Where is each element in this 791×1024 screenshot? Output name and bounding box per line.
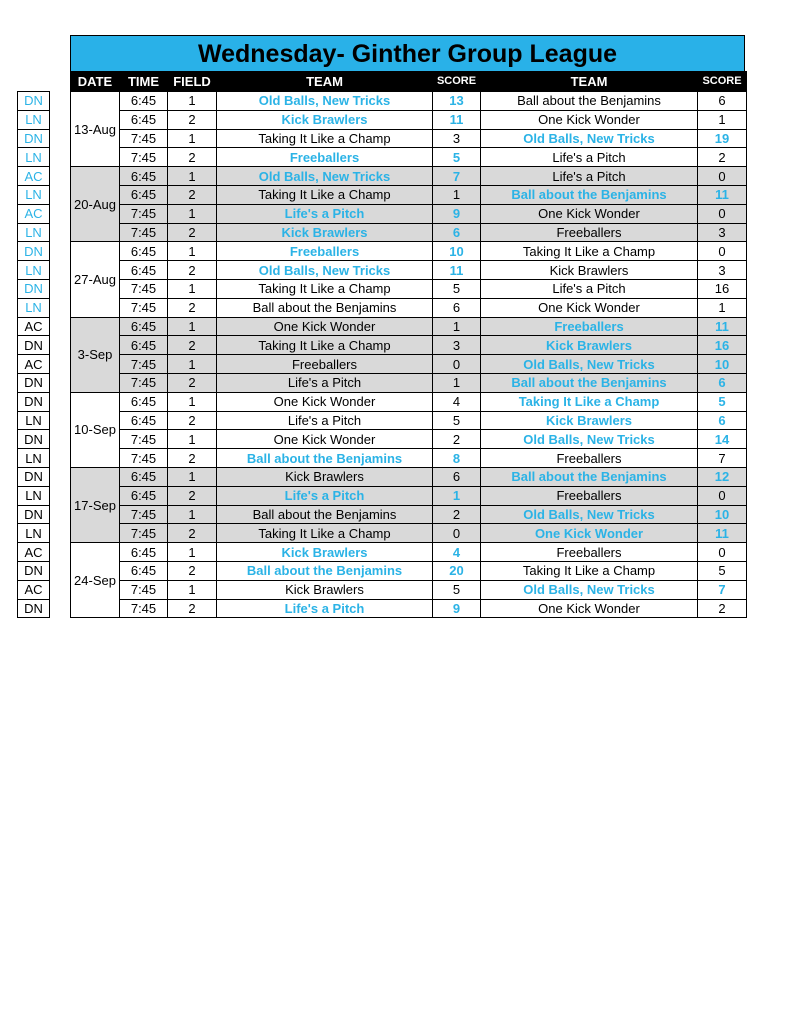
team-2-score: 5 [698,561,747,580]
game-row [71,298,747,317]
team-2-score: 11 [698,317,747,336]
team-1-score: 0 [433,524,481,543]
team-2-score: 0 [698,543,747,562]
team-1-score: 1 [433,486,481,505]
game-row [71,110,747,129]
game-time: 6:45 [120,261,168,280]
team-2-score: 1 [698,110,747,129]
game-field: 2 [168,185,217,204]
game-row [71,430,747,449]
team-1-name: Taking It Like a Champ [217,279,433,298]
side-code-cell: DN [18,242,50,261]
team-2-score: 7 [698,449,747,468]
team-1-name: Kick Brawlers [217,467,433,486]
game-time: 6:45 [120,110,168,129]
team-1-score: 2 [433,430,481,449]
header-field: FIELD [168,72,217,92]
schedule-table [70,71,747,618]
game-field: 2 [168,298,217,317]
game-field: 2 [168,110,217,129]
game-time: 7:45 [120,505,168,524]
team-1-name: Ball about the Benjamins [217,561,433,580]
side-code-cell: DN [18,92,50,111]
team-1-name: Freeballers [217,355,433,374]
team-1-score: 3 [433,129,481,148]
team-2-name: Kick Brawlers [481,336,698,355]
game-time: 6:45 [120,486,168,505]
page-title: Wednesday- Ginther Group League [70,35,745,71]
side-code-cell: AC [18,355,50,374]
team-2-name: Ball about the Benjamins [481,92,698,111]
game-time: 6:45 [120,336,168,355]
side-code-cell: DN [18,336,50,355]
side-code-cell: DN [18,392,50,411]
team-1-score: 5 [433,279,481,298]
team-2-score: 0 [698,242,747,261]
game-field: 2 [168,599,217,618]
game-field: 1 [168,467,217,486]
week-date: 13-Aug [71,92,120,167]
team-1-score: 9 [433,599,481,618]
game-field: 1 [168,129,217,148]
team-1-score: 13 [433,92,481,111]
side-code-cell: DN [18,129,50,148]
game-time: 7:45 [120,204,168,223]
game-field: 1 [168,167,217,186]
team-2-name: Old Balls, New Tricks [481,430,698,449]
game-field: 1 [168,92,217,111]
team-2-score: 5 [698,392,747,411]
week-date: 20-Aug [71,167,120,242]
team-2-name: Freeballers [481,543,698,562]
header-score-2: SCORE [698,72,747,92]
team-1-score: 5 [433,580,481,599]
team-1-name: One Kick Wonder [217,430,433,449]
side-code-cell: DN [18,467,50,486]
team-2-name: Old Balls, New Tricks [481,580,698,599]
game-time: 7:45 [120,148,168,167]
team-1-name: Kick Brawlers [217,110,433,129]
game-field: 1 [168,580,217,599]
game-row [71,524,747,543]
team-2-name: Taking It Like a Champ [481,392,698,411]
team-2-score: 0 [698,204,747,223]
game-time: 6:45 [120,467,168,486]
game-time: 7:45 [120,129,168,148]
game-time: 6:45 [120,543,168,562]
week-date: 27-Aug [71,242,120,317]
game-field: 2 [168,561,217,580]
side-code-cell: LN [18,261,50,280]
game-field: 1 [168,355,217,374]
game-time: 7:45 [120,223,168,242]
game-row [71,148,747,167]
team-2-name: One Kick Wonder [481,298,698,317]
game-time: 7:45 [120,449,168,468]
game-row [71,129,747,148]
game-row [71,486,747,505]
team-2-score: 6 [698,373,747,392]
team-2-score: 1 [698,298,747,317]
team-2-score: 14 [698,430,747,449]
team-2-score: 2 [698,148,747,167]
team-1-name: Life's a Pitch [217,486,433,505]
side-code-cell: DN [18,599,50,618]
game-field: 1 [168,317,217,336]
team-1-score: 10 [433,242,481,261]
game-row [71,392,747,411]
team-1-score: 6 [433,223,481,242]
game-field: 2 [168,148,217,167]
game-time: 6:45 [120,561,168,580]
team-2-name: One Kick Wonder [481,110,698,129]
side-code-cell: LN [18,110,50,129]
side-code-cell: AC [18,204,50,223]
game-row [71,467,747,486]
team-2-score: 0 [698,167,747,186]
team-2-name: One Kick Wonder [481,599,698,618]
side-code-cell: DN [18,430,50,449]
team-2-name: Old Balls, New Tricks [481,129,698,148]
team-1-name: Kick Brawlers [217,580,433,599]
week-date: 17-Sep [71,467,120,542]
team-1-score: 1 [433,185,481,204]
header-score-1: SCORE [433,72,481,92]
team-2-name: Life's a Pitch [481,148,698,167]
game-row [71,355,747,374]
team-1-name: Life's a Pitch [217,373,433,392]
team-2-name: Taking It Like a Champ [481,561,698,580]
team-1-name: Freeballers [217,148,433,167]
team-1-score: 5 [433,411,481,430]
game-time: 7:45 [120,279,168,298]
game-field: 2 [168,449,217,468]
team-1-name: Old Balls, New Tricks [217,92,433,111]
team-2-score: 7 [698,580,747,599]
side-code-cell: LN [18,486,50,505]
team-1-score: 2 [433,505,481,524]
game-time: 6:45 [120,92,168,111]
team-1-name: One Kick Wonder [217,392,433,411]
side-code-cell: DN [18,505,50,524]
game-field: 2 [168,373,217,392]
game-row [71,223,747,242]
game-row [71,185,747,204]
team-2-score: 11 [698,524,747,543]
game-row [71,543,747,562]
team-2-name: Freeballers [481,449,698,468]
team-1-score: 4 [433,543,481,562]
team-1-name: Taking It Like a Champ [217,336,433,355]
header-date: DATE [71,72,120,92]
side-code-cell: AC [18,317,50,336]
game-time: 7:45 [120,430,168,449]
game-time: 6:45 [120,167,168,186]
side-code-cell: LN [18,298,50,317]
team-1-name: Ball about the Benjamins [217,298,433,317]
game-time: 6:45 [120,392,168,411]
team-1-name: Freeballers [217,242,433,261]
team-2-name: One Kick Wonder [481,524,698,543]
team-2-name: Kick Brawlers [481,411,698,430]
team-2-score: 16 [698,336,747,355]
team-1-name: Life's a Pitch [217,411,433,430]
team-2-name: Ball about the Benjamins [481,467,698,486]
side-code-cell: LN [18,185,50,204]
game-row [71,580,747,599]
game-field: 2 [168,524,217,543]
team-1-score: 20 [433,561,481,580]
team-2-name: Life's a Pitch [481,167,698,186]
game-field: 1 [168,430,217,449]
side-code-cell: AC [18,167,50,186]
game-row [71,449,747,468]
game-row [71,505,747,524]
side-code-cell: DN [18,561,50,580]
game-time: 7:45 [120,355,168,374]
side-code-cell: DN [18,279,50,298]
game-field: 1 [168,392,217,411]
team-2-score: 6 [698,411,747,430]
team-1-name: Kick Brawlers [217,543,433,562]
game-row [71,261,747,280]
week-date: 3-Sep [71,317,120,392]
team-1-score: 4 [433,392,481,411]
game-field: 1 [168,279,217,298]
header-team-2: TEAM [481,72,698,92]
game-time: 7:45 [120,373,168,392]
game-row [71,561,747,580]
game-field: 2 [168,411,217,430]
game-row [71,279,747,298]
game-field: 1 [168,505,217,524]
team-2-score: 10 [698,355,747,374]
team-1-score: 6 [433,298,481,317]
team-2-score: 11 [698,185,747,204]
team-1-name: Taking It Like a Champ [217,129,433,148]
team-2-score: 12 [698,467,747,486]
header-time: TIME [120,72,168,92]
game-time: 7:45 [120,580,168,599]
side-code-cell: LN [18,148,50,167]
game-time: 6:45 [120,411,168,430]
team-2-score: 16 [698,279,747,298]
game-field: 1 [168,204,217,223]
team-2-name: Freeballers [481,486,698,505]
game-time: 6:45 [120,242,168,261]
team-2-name: Kick Brawlers [481,261,698,280]
team-1-name: Ball about the Benjamins [217,449,433,468]
side-code-column [17,91,50,618]
team-1-name: Life's a Pitch [217,204,433,223]
game-row [71,336,747,355]
team-1-score: 6 [433,467,481,486]
team-2-score: 0 [698,486,747,505]
game-row [71,204,747,223]
team-1-score: 11 [433,261,481,280]
team-1-score: 0 [433,355,481,374]
week-date: 10-Sep [71,392,120,467]
game-field: 1 [168,543,217,562]
game-field: 1 [168,242,217,261]
team-1-name: Taking It Like a Champ [217,185,433,204]
game-field: 2 [168,223,217,242]
team-2-name: Freeballers [481,223,698,242]
game-row [71,242,747,261]
game-row [71,373,747,392]
game-row [71,167,747,186]
game-row [71,599,747,618]
team-2-score: 2 [698,599,747,618]
game-field: 2 [168,336,217,355]
side-code-cell: DN [18,373,50,392]
game-time: 6:45 [120,317,168,336]
side-code-cell: LN [18,411,50,430]
header-team-1: TEAM [217,72,433,92]
team-1-name: Old Balls, New Tricks [217,167,433,186]
team-2-name: Taking It Like a Champ [481,242,698,261]
team-1-name: Life's a Pitch [217,599,433,618]
team-1-name: Taking It Like a Champ [217,524,433,543]
team-1-score: 1 [433,317,481,336]
team-2-score: 3 [698,261,747,280]
team-1-score: 11 [433,110,481,129]
game-field: 2 [168,261,217,280]
game-time: 7:45 [120,524,168,543]
team-2-name: Ball about the Benjamins [481,185,698,204]
side-code-cell: AC [18,580,50,599]
side-code-cell: AC [18,543,50,562]
team-1-name: Old Balls, New Tricks [217,261,433,280]
game-row [71,317,747,336]
team-2-score: 6 [698,92,747,111]
side-code-cell: LN [18,524,50,543]
game-time: 7:45 [120,298,168,317]
team-1-score: 7 [433,167,481,186]
game-field: 2 [168,486,217,505]
team-1-score: 8 [433,449,481,468]
team-1-name: Kick Brawlers [217,223,433,242]
team-2-name: Old Balls, New Tricks [481,355,698,374]
team-2-name: Life's a Pitch [481,279,698,298]
team-1-name: Ball about the Benjamins [217,505,433,524]
week-date: 24-Sep [71,543,120,618]
side-code-cell: LN [18,449,50,468]
game-time: 7:45 [120,599,168,618]
side-code-cell: LN [18,223,50,242]
team-1-score: 9 [433,204,481,223]
team-1-name: One Kick Wonder [217,317,433,336]
team-1-score: 3 [433,336,481,355]
team-1-score: 1 [433,373,481,392]
header-row [71,72,747,92]
team-2-name: Ball about the Benjamins [481,373,698,392]
team-2-score: 10 [698,505,747,524]
team-2-name: One Kick Wonder [481,204,698,223]
game-time: 6:45 [120,185,168,204]
team-2-score: 3 [698,223,747,242]
team-2-name: Old Balls, New Tricks [481,505,698,524]
game-row [71,92,747,111]
game-row [71,411,747,430]
team-1-score: 5 [433,148,481,167]
team-2-name: Freeballers [481,317,698,336]
team-2-score: 19 [698,129,747,148]
